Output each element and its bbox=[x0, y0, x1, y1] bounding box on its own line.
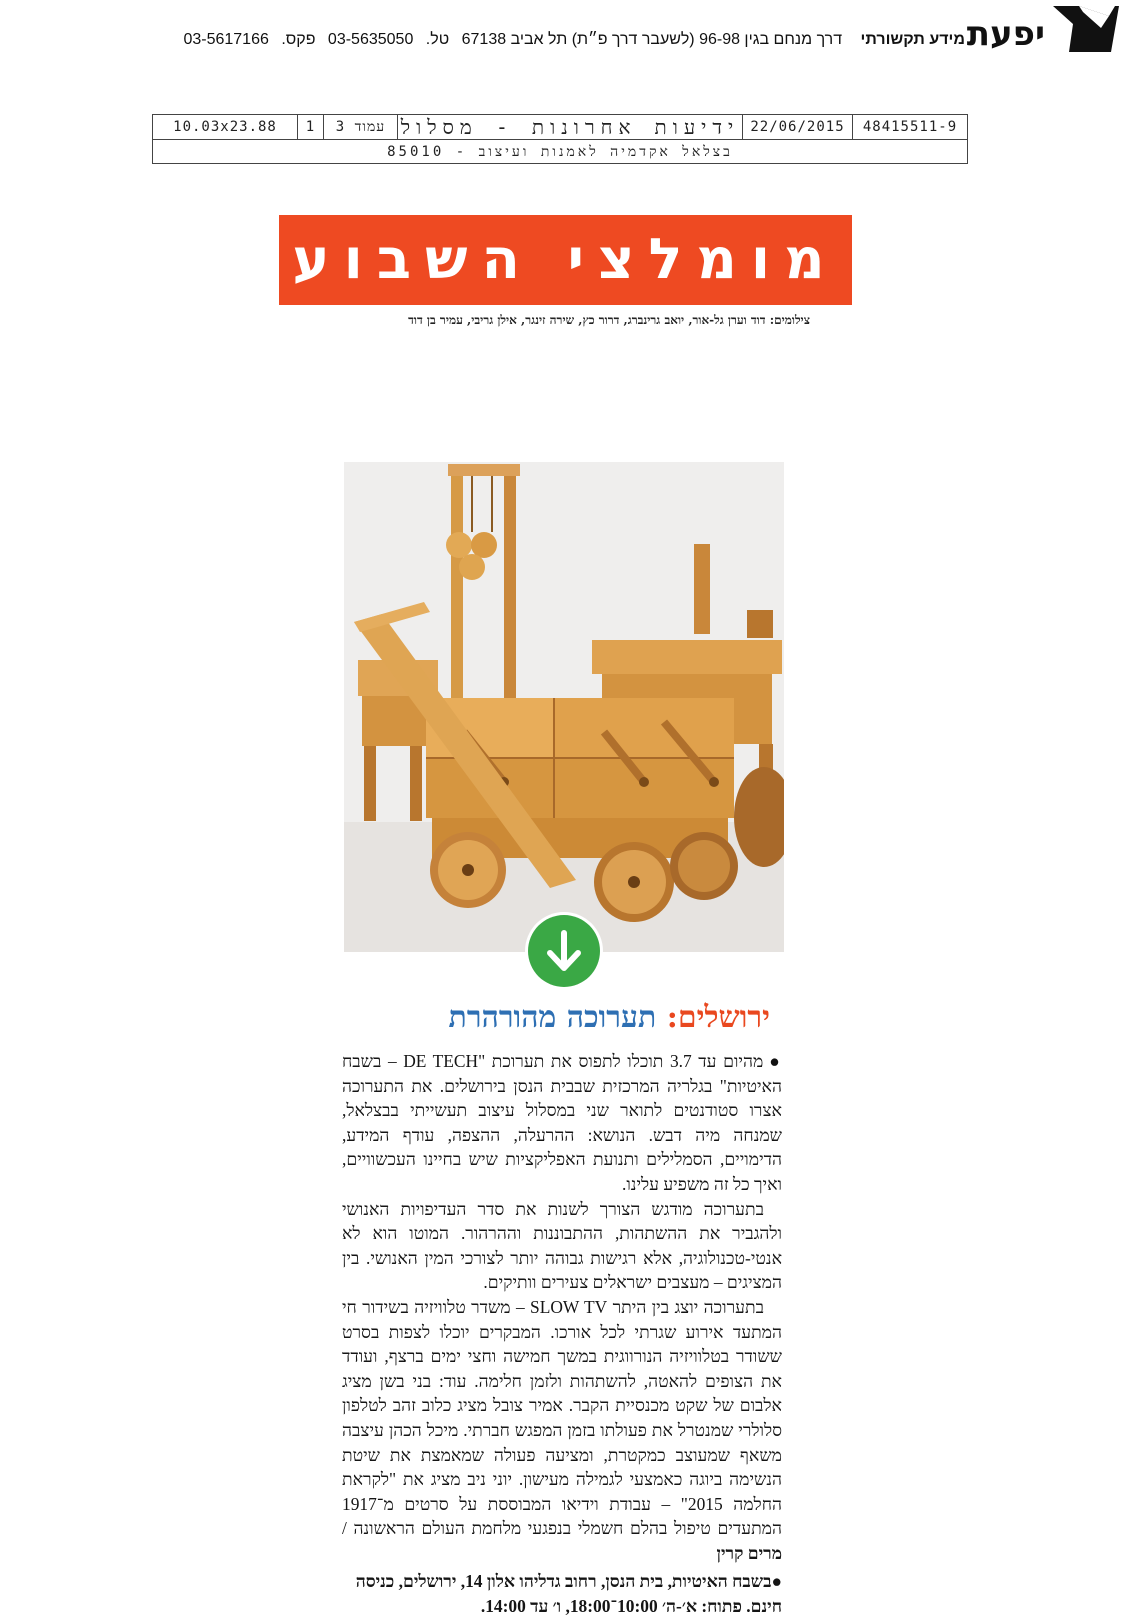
yifat-logo-text: יפעת bbox=[966, 14, 1045, 54]
headline-place: ירושלים: bbox=[666, 1000, 770, 1035]
page-number: עמוד 3 bbox=[323, 115, 397, 139]
bullet-icon: ● bbox=[771, 1571, 782, 1591]
publication-name: ידיעות אחרונות - מסלול bbox=[397, 115, 742, 139]
article-author: מרים קרין bbox=[716, 1542, 782, 1563]
phone-number: 03-5635050 bbox=[327, 31, 414, 48]
bullet-icon: ● bbox=[769, 1051, 782, 1071]
exhibit-photo bbox=[344, 462, 784, 952]
item-count: 1 bbox=[297, 115, 323, 139]
venue-text: בשבח האיטיות, בית הנסן, רחוב גדליהו אלון 14, ירושלים, כניסה חינם. פתוח: א׳-ה׳ 10:00־18:00, ו׳ עד 14:00. bbox=[355, 1571, 782, 1616]
headline-title: תערוכה מהורהרת bbox=[448, 1000, 657, 1035]
green-down-arrow-badge bbox=[528, 915, 600, 987]
fax-label: פקס. bbox=[281, 31, 316, 48]
clipping-id: 48415511-9 bbox=[852, 115, 967, 139]
paragraph-text: בתערוכה יוצג בין היתר SLOW TV – משדר טלוויזיה בשידור חי המתעד אירוע שגרתי לכל אורכו. המבקרים יוכלו לצפות בסרט ששודר בטלוויזיה הנורווגית במשך חמישה וחצי ימים ברצף, ועודד את הצופים להאטה, להשתהות ולזמן חלימה. עוד: בני בשן מציג אלבום של שקט מכנסיית הקבר. אמיר צובל מציג כלוב זהב לטלפון סלולרי שמנטרל את פעולתו בזמן המפגש חברתי. מיכל הכהן עיצבה משאף שמעוצב כמקטרת, ומציעה פעולה שמאמצת את שיטת הנשימה ביוגה כאמצעי לגמילה מעישון. יוני ניב מציג את "לקראת החלמה 2015" – עבודת וידיאו המבוססת על סרטים מ־1917 המתעדים טיפול בהלם חשמלי בנפגעי מלחמת העולם הראשונה / bbox=[342, 1296, 782, 1539]
clipping-metadata-table bbox=[152, 114, 968, 164]
client-name: בצלאל אקדמיה לאמנות ועיצוב - 85010 bbox=[387, 144, 733, 160]
photo-credit: צילומים: דוד וערן גל-אור, יואב גרינברג, דרור כץ, שירה זינגר, אילן גריבי, עמיר בן דוד bbox=[408, 313, 810, 327]
paragraph-1 bbox=[342, 1049, 782, 1197]
paragraph-text: מהיום עד 3.7 תוכלו לתפוס את תערוכת "DE TECH – בשבח האיטיות" בגלריה המרכזית שבבית הנסן בירושלים. את התערוכה אצרו סטודנטים לתואר שני במסלול עיצוב תעשייתי בבצלאל, שמנחה מיה דבש. הנושא: ההרעלה, ההצפה, עודף המידע, הדימויים, הסמלילים ותנועת האפליקציות שיש בחיינו העכשוויים, ואיך כל זה משפיע עלינו. bbox=[342, 1051, 782, 1194]
clipping-size: 10.03x23.88 bbox=[173, 119, 277, 135]
fax-number: 03-5617166 bbox=[183, 31, 269, 48]
brand-tagline: מידע תקשורתי bbox=[860, 31, 965, 48]
address-text: דרך מנחם בגין 96-98 (לשעבר דרך פ״ת) תל אביב 67138 bbox=[461, 31, 843, 48]
article bbox=[267, 205, 867, 1623]
yifat-logo-icon bbox=[1049, 4, 1119, 54]
article-headline bbox=[449, 997, 770, 1039]
article-body bbox=[342, 1049, 782, 1565]
venue-paragraph bbox=[342, 1569, 782, 1618]
yifat-header bbox=[0, 0, 1133, 70]
venue-info bbox=[342, 1569, 782, 1618]
arrow-down-icon bbox=[528, 915, 600, 987]
section-banner: מומלצי השבוע bbox=[279, 215, 852, 305]
metadata-row bbox=[153, 115, 967, 140]
paragraph-2: בתערוכה מודגש הצורך לשנות את סדר העדיפויות האנושי ולהגביר את ההשתהות, ההתבוננות וההרהור. המוטו הוא לא אנטי-טכנולוגיה, אלא רגישות גבוהה יותר לצורכי המין האנושי. בין המציגים – מעצבים ישראלים צעירים וותיקים. bbox=[342, 1198, 782, 1293]
contact-line bbox=[175, 30, 965, 50]
wooden-cart-illustration bbox=[344, 462, 784, 952]
paragraph-3 bbox=[342, 1295, 782, 1566]
clipping-date: 22/06/2015 bbox=[742, 115, 852, 139]
phone-label: טל. bbox=[425, 31, 450, 48]
